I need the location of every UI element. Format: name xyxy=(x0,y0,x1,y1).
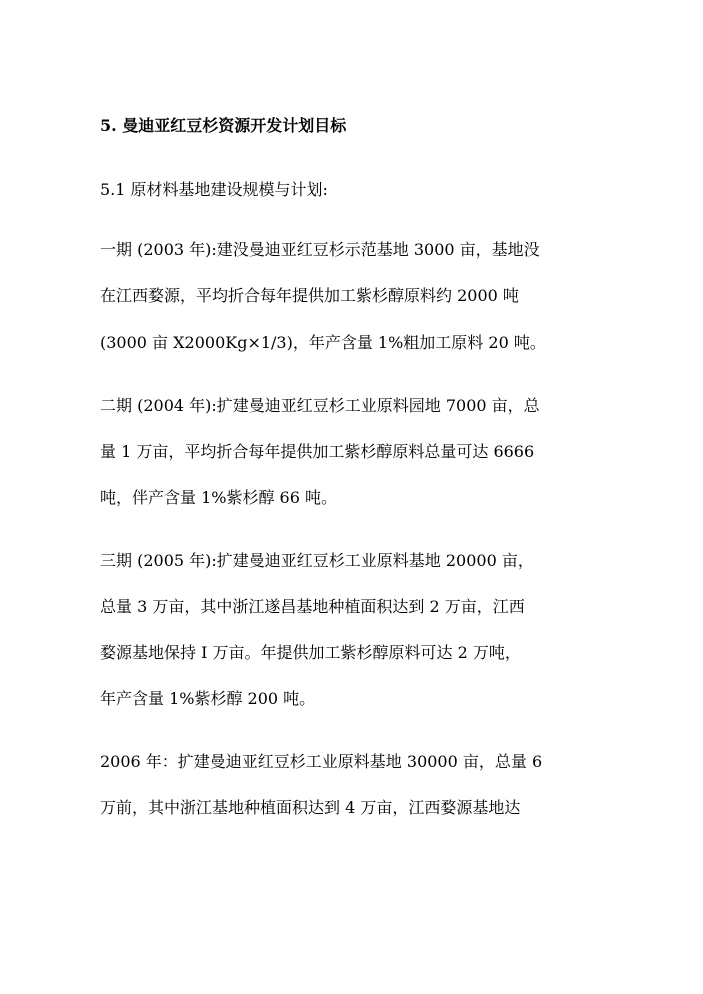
paragraph-2-line-2: 量 1 万亩，平均折合每年提供加工紫杉醇原料总量可达 6666 xyxy=(100,442,535,461)
paragraph-4-line-2: 万前，其中浙江基地种植面积达到 4 万亩，江西婺源基地达 xyxy=(100,798,521,817)
paragraph-1-line-1: 一期 (2003 年):建没曼迪亚红豆杉示范基地 3000 亩，基地没 xyxy=(100,240,540,259)
paragraph-3-line-4: 年产含量 1%紫杉醇 200 吨。 xyxy=(100,689,316,708)
paragraph-3-line-1: 三期 (2005 年):扩建曼迪亚红豆杉工业原料基地 20000 亩， xyxy=(100,551,534,570)
paragraph-1-line-3: (3000 亩 X2000Kg×1/3)，年产含量 1%粗加工原料 20 吨。 xyxy=(100,333,546,352)
paragraph-2-line-1: 二期 (2004 年):扩建曼迪亚红豆杉工业原料园地 7000 亩，总 xyxy=(100,396,540,415)
paragraph-2-line-3: 吨，伴产含量 1%紫杉醇 66 吨。 xyxy=(100,488,338,507)
paragraph-1-line-2: 在江西婺源，平均折合每年提供加工紫杉醇原料约 2000 吨 xyxy=(100,286,519,305)
section-heading: 5. 曼迪亚红豆杉资源开发计划目标 xyxy=(100,116,347,135)
paragraph-4-line-1: 2006 年：扩建曼迪亚红豆杉工业原料基地 30000 亩，总量 6 xyxy=(100,752,543,771)
paragraph-3-line-3: 婺源基地保持 I 万亩。年提供加工紫杉醇原料可达 2 万吨， xyxy=(100,643,521,662)
subsection-heading: 5.1 原材料基地建设规模与计划: xyxy=(100,180,328,199)
paragraph-3-line-2: 总量 3 万亩，其中浙江遂昌基地种植面积达到 2 万亩，江西 xyxy=(100,597,525,616)
